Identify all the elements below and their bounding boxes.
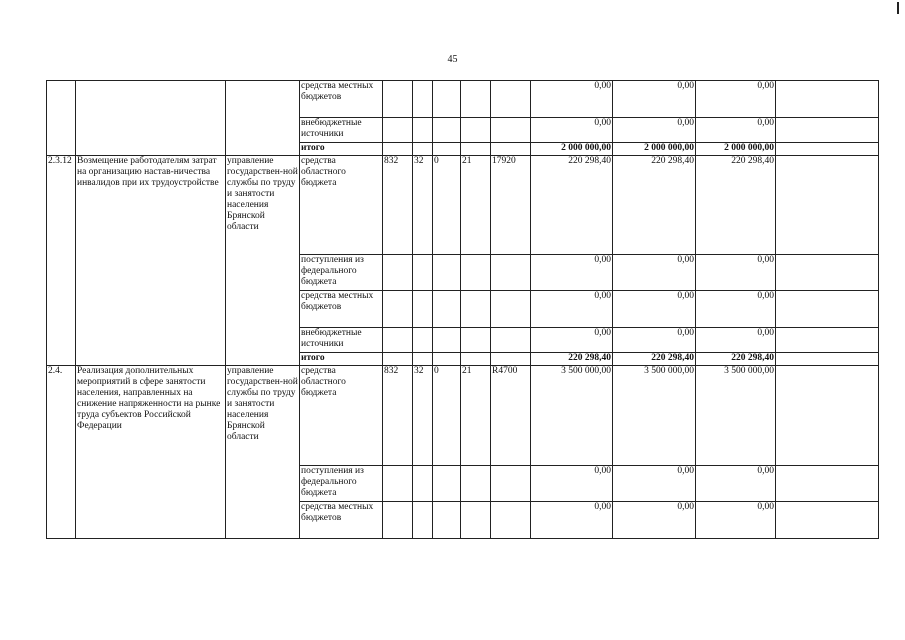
event-name-cell [76,81,226,156]
pr-cell [433,81,461,118]
source-cell: поступления из федерального бюджета [300,255,383,291]
source-cell: итого [300,143,383,156]
executor-cell: управление государствен-ной службы по труду и занятости населения Брянской области [226,366,300,539]
source-cell: итого [300,353,383,366]
source-cell: средства областного бюджета [300,366,383,466]
value-year1-cell: 0,00 [531,466,613,502]
value-year3-cell: 0,00 [696,328,776,353]
csr-cell: 21 [461,156,491,255]
value-year2-cell: 220 298,40 [613,156,696,255]
budget-table [46,80,879,539]
scan-edge-mark [897,2,899,14]
event-name-cell: Реализация дополнительных мероприятий в сфере занятости населения, направленных на снижение напряженности на рынке труда субъектов Российской Федерации [76,366,226,539]
value-year3-cell: 0,00 [696,291,776,328]
value-year1-cell: 0,00 [531,502,613,539]
value-year1-cell: 3 500 000,00 [531,366,613,466]
value-year3-cell: 0,00 [696,466,776,502]
grbs-cell: 832 [383,366,413,466]
vr-cell: 17920 [491,156,531,255]
value-year1-cell: 220 298,40 [531,156,613,255]
source-cell: поступления из федерального бюджета [300,466,383,502]
executor-cell [226,81,300,156]
grbs-cell: 832 [383,156,413,255]
source-cell: средства областного бюджета [300,156,383,255]
value-year2-cell: 0,00 [613,291,696,328]
value-year3-cell: 220 298,40 [696,156,776,255]
value-year3-cell: 0,00 [696,118,776,143]
table-row [47,81,879,118]
csr-cell [461,81,491,118]
value-year2-cell: 0,00 [613,118,696,143]
rz-cell [413,81,433,118]
value-year1-cell: 0,00 [531,291,613,328]
code-cell [47,81,76,156]
value-year2-cell: 0,00 [613,81,696,118]
source-cell: средства местных бюджетов [300,81,383,118]
note-cell [776,366,879,466]
total-year1-cell: 220 298,40 [531,353,613,366]
value-year1-cell: 0,00 [531,118,613,143]
page-number: 45 [447,54,458,65]
value-year2-cell: 0,00 [613,466,696,502]
rz-cell: 32 [413,366,433,466]
value-year3-cell: 0,00 [696,81,776,118]
source-cell: средства местных бюджетов [300,502,383,539]
total-year2-cell: 2 000 000,00 [613,143,696,156]
value-year2-cell: 0,00 [613,255,696,291]
table-row [47,156,879,255]
code-cell: 2.3.12 [47,156,76,366]
value-year2-cell: 0,00 [613,328,696,353]
note-cell [776,81,879,118]
value-year2-cell: 3 500 000,00 [613,366,696,466]
value-year3-cell: 0,00 [696,255,776,291]
rz-cell: 32 [413,156,433,255]
value-year2-cell: 0,00 [613,502,696,539]
executor-cell: управление государствен-ной службы по труду и занятости населения Брянской области [226,156,300,366]
value-year1-cell: 0,00 [531,255,613,291]
pr-cell: 0 [433,366,461,466]
csr-cell: 21 [461,366,491,466]
value-year3-cell: 3 500 000,00 [696,366,776,466]
total-year2-cell: 220 298,40 [613,353,696,366]
table-row [47,366,879,466]
note-cell [776,156,879,255]
source-cell: внебюджетные источники [300,328,383,353]
grbs-cell [383,81,413,118]
pr-cell: 0 [433,156,461,255]
total-year3-cell: 2 000 000,00 [696,143,776,156]
value-year3-cell: 0,00 [696,502,776,539]
total-year3-cell: 220 298,40 [696,353,776,366]
value-year1-cell: 0,00 [531,328,613,353]
source-cell: средства местных бюджетов [300,291,383,328]
code-cell: 2.4. [47,366,76,539]
source-cell: внебюджетные источники [300,118,383,143]
event-name-cell: Возмещение работодателям затрат на организацию настав-ничества инвалидов при их трудоустройстве [76,156,226,366]
value-year1-cell: 0,00 [531,81,613,118]
vr-cell [491,81,531,118]
vr-cell: R4700 [491,366,531,466]
total-year1-cell: 2 000 000,00 [531,143,613,156]
